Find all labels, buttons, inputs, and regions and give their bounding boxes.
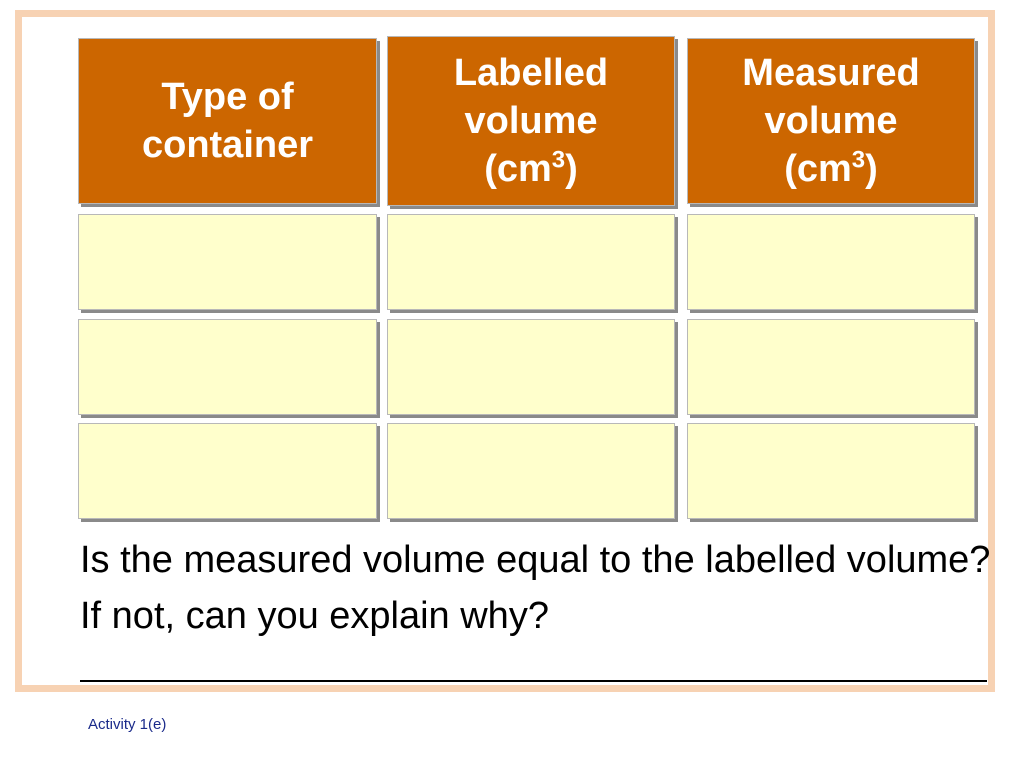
table-cell-r1-c1[interactable]	[78, 214, 377, 310]
header-line: Type of	[161, 76, 294, 118]
question-text: Is the measured volume equal to the labelled volume? If not, can you explain why?	[80, 539, 991, 637]
header-line: Labelled	[453, 52, 609, 94]
header-line: container	[141, 124, 314, 166]
header-superscript: 3	[551, 146, 566, 174]
header-line: (cm	[484, 148, 552, 190]
header-line: )	[565, 148, 578, 190]
header-labelled-volume	[387, 36, 675, 206]
table-cell-r1-c2[interactable]	[387, 214, 675, 310]
table-cell-r2-c3[interactable]	[687, 319, 975, 415]
answer-line[interactable]	[80, 680, 987, 682]
header-line: Measured	[742, 52, 920, 94]
table-cell-r3-c3[interactable]	[687, 423, 975, 519]
header-line: volume	[464, 100, 598, 142]
header-measured-volume	[687, 38, 975, 204]
header-line: volume	[764, 100, 898, 142]
header-line: )	[865, 148, 878, 190]
header-superscript: 3	[851, 146, 866, 174]
activity-label: Activity 1(e)	[88, 716, 167, 733]
header-type-of-container	[78, 38, 377, 204]
header-line: (cm	[784, 148, 852, 190]
table-cell-r3-c2[interactable]	[387, 423, 675, 519]
table-cell-r2-c1[interactable]	[78, 319, 377, 415]
table-cell-r1-c3[interactable]	[687, 214, 975, 310]
table-cell-r3-c1[interactable]	[78, 423, 377, 519]
table-cell-r2-c2[interactable]	[387, 319, 675, 415]
